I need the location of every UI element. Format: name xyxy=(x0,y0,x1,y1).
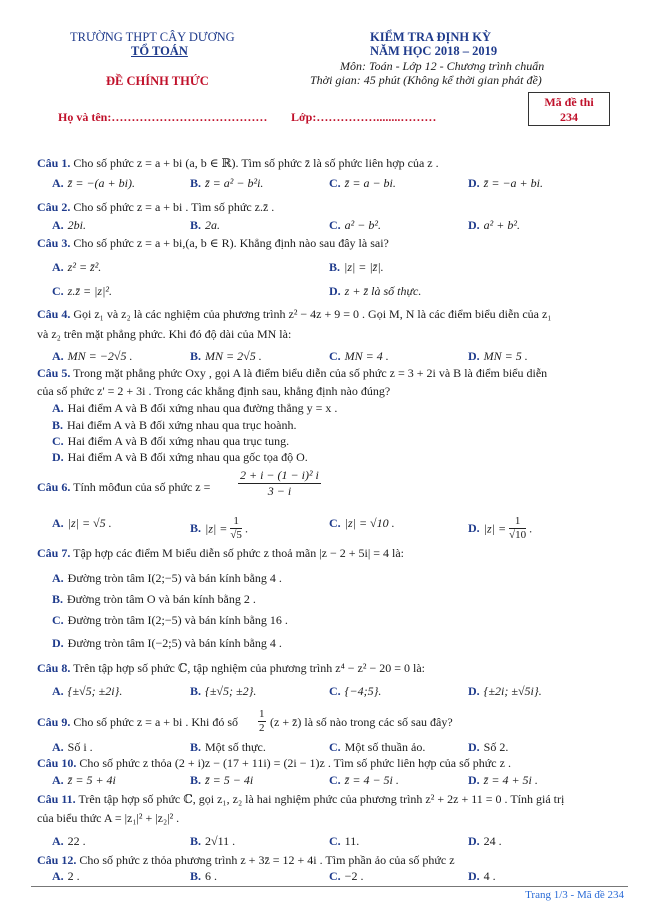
question-11: Câu 11. Trên tập hợp số phức ℂ, gọi z₁, z₂ là hai nghiệm phức của phương trình z² + 2z + 11 = 0 . Tính giá trị xyxy=(37,792,565,806)
subject-line: Môn: Toán - Lớp 12 - Chương trình chuẩn xyxy=(340,59,545,73)
q6-option-c: C. |z| = √10 . xyxy=(329,516,395,530)
q6-option-b-fraction: $\frac{1}{√5}$ xyxy=(230,515,242,541)
q7-option-d: D. Đường tròn tâm I(−2;5) và bán kính bằng 4 . xyxy=(52,636,282,650)
q3-option-d: D. z + z̄ là số thực. xyxy=(329,284,422,298)
question-5: Câu 5. Trong mặt phẳng phức Oxy , gọi A là điểm biểu diễn của số phức z = 3 + 2i và B là điểm biểu diễn xyxy=(37,366,548,380)
q8-option-b: B. {±√5; ±2}. xyxy=(190,684,257,698)
q4-option-b: B. MN = 2√5 . xyxy=(190,349,262,363)
q2-option-c: C. a² − b². xyxy=(329,218,381,232)
q8-option-c: C. {−4;5}. xyxy=(329,684,382,698)
q10-option-a: A. z̄ = 5 + 4i xyxy=(52,773,116,787)
question-11-line2: của biểu thức A = |z₁|² + |z₂|² . xyxy=(37,811,180,825)
q11-option-a: A. 22 . xyxy=(52,834,86,848)
q12-option-b: B. 6 . xyxy=(190,869,218,883)
time-line: Thời gian: 45 phút (Không kể thời gian phát đề) xyxy=(310,73,542,87)
question-6: Câu 6. Tính môđun của số phức z = xyxy=(37,480,211,494)
q11-option-d: D. 24 . xyxy=(468,834,502,848)
q9-fraction-denominator: 2 xyxy=(259,722,265,734)
q11-option-c: C. 11. xyxy=(329,834,360,848)
q10-option-d: D. z̄ = 4 + 5i . xyxy=(468,773,538,787)
q5-option-d: D. Hai điểm A và B đối xứng nhau qua gốc tọa độ O. xyxy=(52,450,308,464)
q6-option-d-fraction: $\frac{1}{√10}$ xyxy=(509,515,527,541)
exam-code-value: 234 xyxy=(560,110,578,124)
q10-option-c: C. z̄ = 4 − 5i . xyxy=(329,773,399,787)
question-4-line2: và z₂ trên mặt phẳng phức. Khi đó độ dài của MN là: xyxy=(37,327,292,341)
q6-fraction xyxy=(238,468,321,499)
q7-option-a: A. Đường tròn tâm I(2;−5) và bán kính bằng 4 . xyxy=(52,571,282,585)
question-12: Câu 12. Cho số phức z thỏa phương trình z + 3z̄ = 12 + 4i . Tìm phần ảo của số phức z xyxy=(37,853,455,867)
q3-option-c: C. z.z̄ = |z|². xyxy=(52,284,112,298)
school-year: NĂM HỌC 2018 – 2019 xyxy=(370,44,498,58)
q12-option-d: D. 4 . xyxy=(468,869,496,883)
q4-option-a: A. MN = −2√5 . xyxy=(52,349,133,363)
q8-option-a: A. {±√5; ±2i}. xyxy=(52,684,123,698)
question-3: Câu 3. Cho số phức z = a + bi,(a, b ∈ R). Khẳng định nào sau đây là sai? xyxy=(37,236,389,250)
q7-option-c: C. Đường tròn tâm I(2;−5) và bán kính bằng 16 . xyxy=(52,613,288,627)
q1-option-c: C. z̄ = a − bi. xyxy=(329,176,396,190)
q9-text-after: (z + z̄) là số nào trong các số sau đây? xyxy=(270,715,453,729)
q9-option-b: B. Một số thực. xyxy=(190,740,266,754)
exam-code-label: Mã đề thi xyxy=(544,95,594,109)
department-name: TỔ TOÁN xyxy=(131,44,188,58)
q1-option-d: D. z̄ = −a + bi. xyxy=(468,176,543,190)
question-8: Câu 8. Trên tập hợp số phức ℂ, tập nghiệm của phương trình z⁴ − z² − 20 = 0 là: xyxy=(37,661,425,675)
q2-option-d: D. a² + b². xyxy=(468,218,520,232)
q4-option-c: C. MN = 4 . xyxy=(329,349,389,363)
q9-option-d: D. Số 2. xyxy=(468,740,509,754)
question-10: Câu 10. Cho số phức z thỏa (2 + i)z − (17 + 11i) = (2i − 1)z . Tìm số phức liên hợp của số phức z . xyxy=(37,756,511,770)
q6-option-b: B. |z| = $\frac{1}{√5}$ . xyxy=(190,515,248,541)
official-label: ĐỀ CHÍNH THỨC xyxy=(106,74,209,88)
q5-option-c: C. Hai điểm A và B đối xứng nhau qua trục tung. xyxy=(52,434,290,448)
q6-fraction-denominator: 3 − i xyxy=(267,484,292,498)
exam-code-box xyxy=(528,92,610,126)
page-footer: Trang 1/3 - Mã đề 234 xyxy=(525,889,624,901)
question-5-line2: của số phức z' = 2 + 3i . Trong các khẳng định sau, khẳng định nào đúng? xyxy=(37,384,391,398)
q7-option-b: B. Đường tròn tâm O và bán kính bằng 2 . xyxy=(52,592,256,606)
q5-option-b: B. Hai điểm A và B đối xứng nhau qua trục hoành. xyxy=(52,418,297,432)
q9-option-a: A. Số i . xyxy=(52,740,93,754)
exam-title: KIỂM TRA ĐỊNH KỲ xyxy=(370,30,491,44)
q3-option-a: A. z² = z̄². xyxy=(52,260,102,274)
q9-fraction xyxy=(258,708,266,735)
class-field-label: Lớp:……………........……… xyxy=(291,110,437,124)
name-field-label: Họ và tên:………………………………… xyxy=(58,110,268,124)
q3-option-b: B. |z| = |z̄|. xyxy=(329,260,384,274)
q9-fraction-numerator: 1 xyxy=(259,708,265,720)
q10-option-b: B. z̄ = 5 − 4i xyxy=(190,773,254,787)
q2-option-a: A. 2bi. xyxy=(52,218,87,232)
q12-option-c: C. −2 . xyxy=(329,869,364,883)
question-7: Câu 7. Tập hợp các điểm M biểu diễn số phức z thoả mãn |z − 2 + 5i| = 4 là: xyxy=(37,546,405,560)
q11-option-b: B. 2√11 . xyxy=(190,834,236,848)
question-4: Câu 4. Gọi z₁ và z₂ là các nghiệm của phương trình z² − 4z + 9 = 0 . Gọi M, N là các điểm biểu diễn của z₁ xyxy=(37,307,552,321)
school-name: TRƯỜNG THPT CÂY DƯƠNG xyxy=(70,30,235,44)
q12-option-a: A. 2 . xyxy=(52,869,80,883)
q1-option-a: A. z̄ = −(a + bi). xyxy=(52,176,135,190)
q4-option-d: D. MN = 5 . xyxy=(468,349,528,363)
question-2: Câu 2. Cho số phức z = a + bi . Tìm số phức z.z̄ . xyxy=(37,200,275,214)
q6-option-a: A. |z| = √5 . xyxy=(52,516,112,530)
question-9: Câu 9. Cho số phức z = a + bi . Khi đó số xyxy=(37,715,239,729)
q5-option-a: A. Hai điểm A và B đối xứng nhau qua đường thẳng y = x . xyxy=(52,401,338,415)
q9-option-c: C. Một số thuần ảo. xyxy=(329,740,426,754)
q1-option-b: B. z̄ = a² − b²i. xyxy=(190,176,264,190)
q6-fraction-numerator: 2 + i − (1 − i)² i xyxy=(240,468,319,482)
q8-option-d: D. {±2i; ±√5i}. xyxy=(468,684,542,698)
q6-option-d: D. |z| = $\frac{1}{√10}$ . xyxy=(468,515,533,541)
q2-option-b: B. 2a. xyxy=(190,218,221,232)
question-1: Câu 1. Cho số phức z = a + bi (a, b ∈ ℝ). Tìm số phức z̄ là số phức liên hợp của z . xyxy=(37,156,439,170)
footer-divider xyxy=(31,886,628,887)
